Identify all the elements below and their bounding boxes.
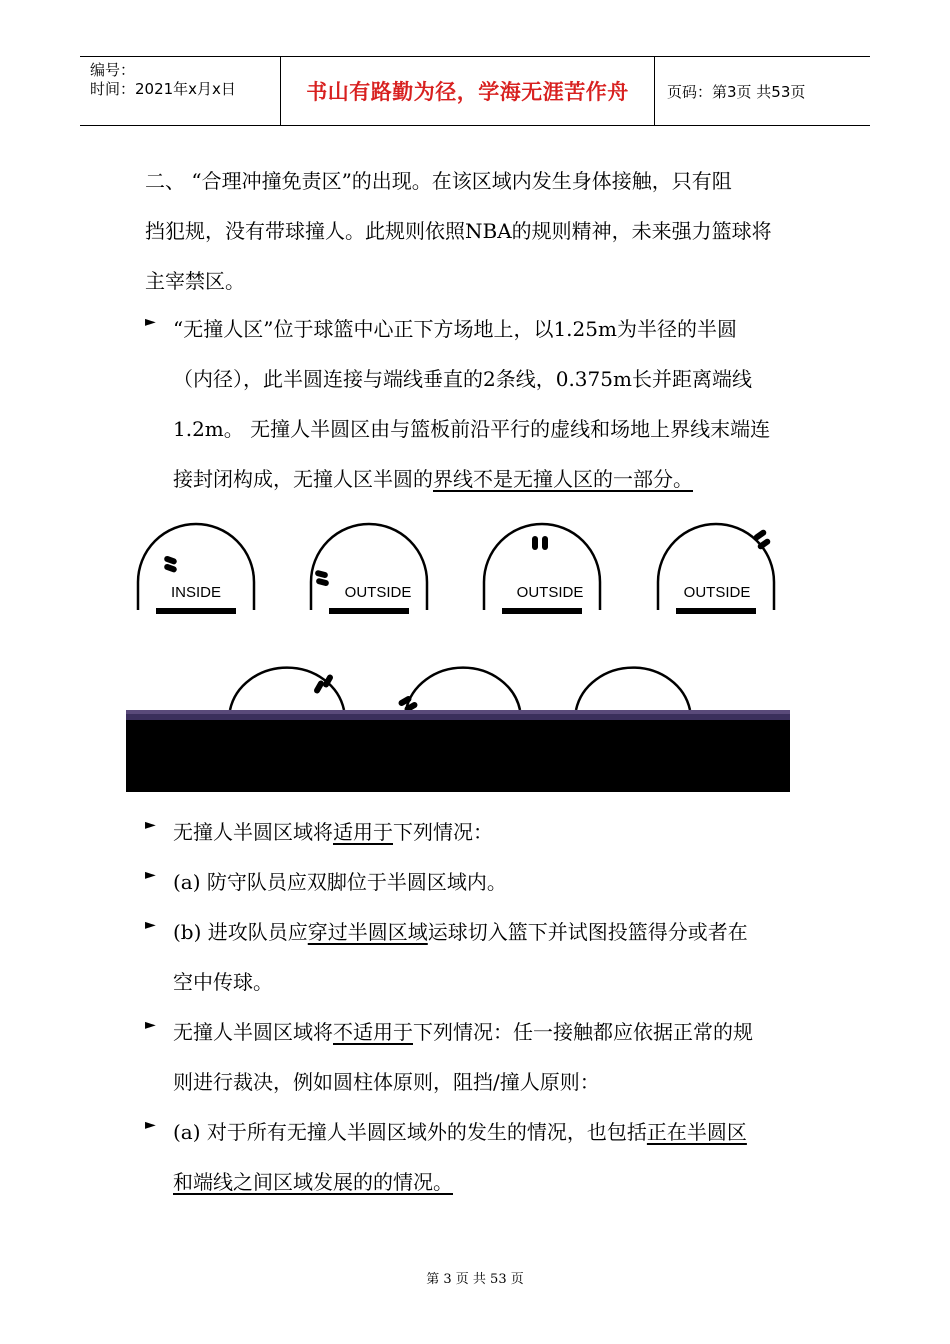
underlined-text: 和端线之间区域发展的的情况。 [173, 1170, 453, 1194]
section-2-line: 挡犯规，没有带球撞人。此规则依照NBA的规则精神，未来强力篮球将 [145, 219, 772, 243]
underlined-text: 穿过半圆区域 [307, 920, 428, 944]
page-footer: 第 3 页 共 53 页 [426, 1272, 524, 1287]
underlined-text: 界线不是无撞人区的一部分。 [433, 467, 693, 491]
bullet-defender-condition [173, 857, 843, 907]
diagram-panel-4 [658, 524, 774, 614]
underlined-text: 不适用于 [333, 1020, 413, 1044]
bullet-text: 无撞人半圆区域将 [173, 1020, 333, 1044]
bullet-line: (a) 防守队员应双脚位于半圆区域内。 [173, 870, 507, 894]
bullet-line [173, 454, 843, 504]
diagram-label-4: OUTSIDE [683, 584, 751, 601]
bullet-not-applies-to [173, 1007, 843, 1107]
no-charge-semicircle-diagram [126, 520, 790, 792]
bullet-line [173, 1107, 843, 1157]
section-2-paragraph [145, 156, 845, 306]
section-2-line: 主宰禁区。 [145, 269, 245, 293]
bullet-marker: ► [145, 917, 156, 933]
serial-label: 编号： [90, 61, 136, 79]
bullet-no-charge-definition [173, 304, 843, 504]
diagram-label-1: INSIDE [170, 584, 222, 601]
bullet-line: （内径），此半圆连接与端线垂直的2条线，0.375m长并距离端线 [173, 367, 752, 391]
bullet-marker: ► [145, 1017, 156, 1033]
header-page-info: 页码：第3页 共53页 [667, 82, 806, 101]
header-motto: 书山有路勤为径，学海无涯苦作舟 [281, 57, 655, 125]
time-label: 时间：2021年x月x日 [90, 80, 236, 98]
diagram-bottom-row [126, 668, 790, 792]
diagram-label-3: OUTSIDE [516, 584, 584, 601]
bullet-line [173, 907, 843, 957]
diagram-panel-2 [311, 524, 427, 614]
page-header [80, 56, 870, 126]
bullet-text: 接封闭构成，无撞人区半圆的 [173, 467, 433, 491]
bullet-line: 则进行裁决，例如圆柱体原则，阻挡/撞人原则： [173, 1070, 600, 1094]
bullet-line: “无撞人区”位于球篮中心正下方场地上，以1.25m为半径的半圆 [173, 317, 737, 341]
bullet-marker: ► [145, 817, 156, 833]
bullet-outside-situations [173, 1107, 843, 1207]
bullet-text: (a) 对于所有无撞人半圆区域外的发生的情况，也包括 [173, 1120, 647, 1144]
diagram-panel-1 [138, 524, 254, 614]
bullet-text: 下列情况： [393, 820, 493, 844]
bullet-line [173, 807, 843, 857]
bullet-line [173, 1157, 843, 1207]
bullet-text: 下列情况：任一接触都应依据正常的规 [413, 1020, 753, 1044]
bullet-marker: ► [145, 1117, 156, 1133]
bullet-text: 无撞人半圆区域将 [173, 820, 333, 844]
section-2-line: 二、 “合理冲撞免责区”的出现。在该区域内发生身体接触，只有阻 [145, 169, 732, 193]
underlined-text: 正在半圆区 [646, 1120, 747, 1144]
bullet-attacker-condition [173, 907, 843, 1007]
bullet-applies-to [173, 807, 843, 857]
bullet-text: 运球切入篮下并试图投篮得分或者在 [427, 920, 748, 944]
bullet-line: 1.2m。 无撞人半圆区由与篮板前沿平行的虚线和场地上界线末端连 [173, 417, 771, 441]
bullet-marker: ► [145, 867, 156, 883]
diagram-panel-3 [484, 524, 600, 614]
bullet-line [173, 1007, 843, 1057]
diagram-label-2: OUTSIDE [344, 584, 412, 601]
bullet-line: 空中传球。 [173, 970, 273, 994]
header-meta [80, 57, 281, 125]
bullet-text: (b) 进攻队员应 [173, 920, 308, 944]
underlined-text: 适用于 [333, 820, 393, 844]
bullet-marker: ► [145, 314, 156, 330]
